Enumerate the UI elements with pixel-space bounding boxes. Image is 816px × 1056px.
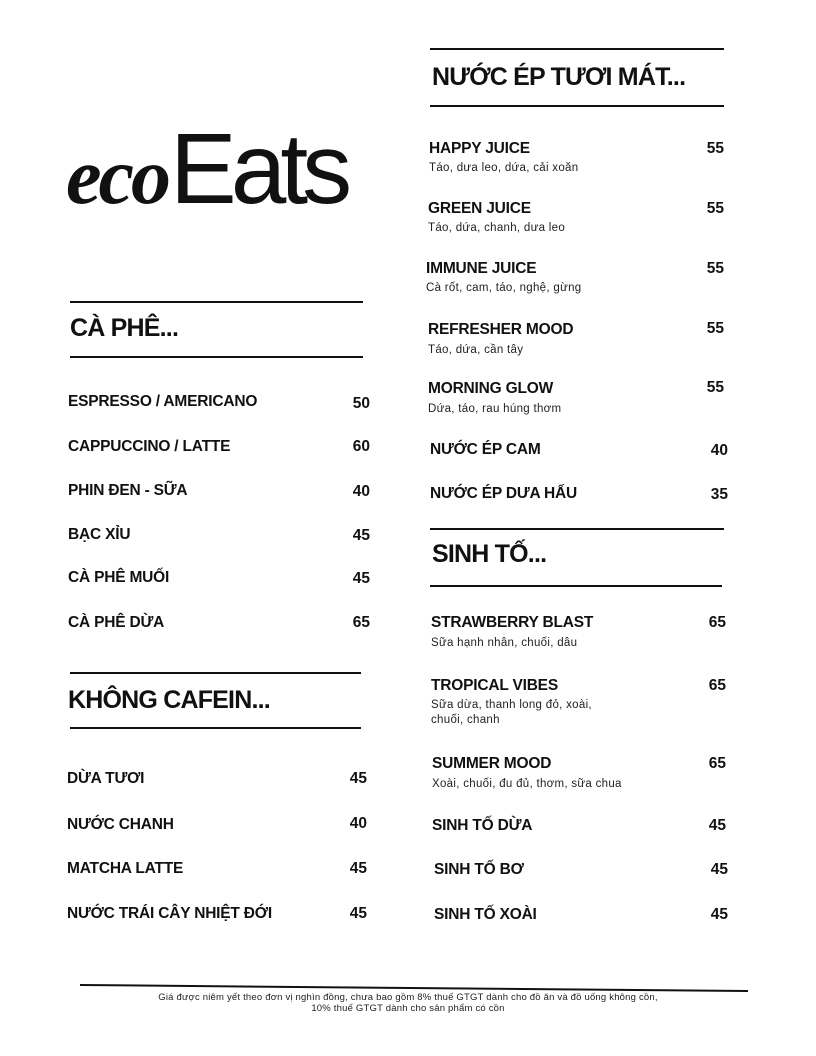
menu-item-description: Táo, dứa, chanh, dưa leo xyxy=(428,222,566,234)
menu-item-name: ESPRESSO / AMERICANO xyxy=(68,393,258,410)
menu-item-name: PHIN ĐEN - SỮA xyxy=(68,482,188,499)
menu-item-name: REFRESHER MOOD xyxy=(428,321,574,338)
menu-item-description: Táo, dưa leo, dứa, cải xoăn xyxy=(429,162,579,174)
footnote-line-1: Giá được niêm yết theo đơn vị nghìn đồng, chưa bao gồm 8% thuế GTGT dành cho đồ ăn và đồ uống không cồn, xyxy=(158,992,658,1003)
section-rule-top xyxy=(430,528,724,530)
menu-item-description: Xoài, chuối, đu đủ, thơm, sữa chua xyxy=(432,778,622,790)
section-rule-bottom xyxy=(430,105,724,107)
menu-item-name: GREEN JUICE xyxy=(428,200,531,217)
menu-item-name: SUMMER MOOD xyxy=(432,755,552,772)
section-rule-top xyxy=(70,672,361,674)
menu-item-price: 55 xyxy=(706,140,724,157)
menu-item-price: 65 xyxy=(708,755,726,772)
menu-item-description: Dứa, táo, rau húng thơm xyxy=(428,403,562,415)
menu-item-price: 55 xyxy=(706,200,724,217)
menu-item-description: Sữa hạnh nhân, chuối, dâu xyxy=(431,637,578,649)
menu-item-description: Sữa dừa, thanh long đỏ, xoài, chuối, chanh xyxy=(431,699,592,726)
menu-item-price: 45 xyxy=(710,861,728,878)
menu-item-name: MATCHA LATTE xyxy=(67,860,184,877)
menu-item-price: 45 xyxy=(349,905,367,922)
menu-item-price: 55 xyxy=(706,320,724,337)
menu-item-description: Cà rốt, cam, táo, nghệ, gừng xyxy=(426,282,582,294)
menu-item-price: 65 xyxy=(708,614,726,631)
menu-item-name: CÀ PHÊ MUỐI xyxy=(68,569,170,586)
menu-item-price: 55 xyxy=(706,260,724,277)
menu-item-price: 45 xyxy=(708,817,726,834)
menu-item-name: STRAWBERRY BLAST xyxy=(431,614,594,631)
menu-item-name: NƯỚC CHANH xyxy=(67,816,174,833)
menu-item-price: 65 xyxy=(352,614,370,631)
menu-item-price: 45 xyxy=(710,906,728,923)
menu-item-name: TROPICAL VIBES xyxy=(431,677,558,694)
menu-item-price: 40 xyxy=(710,442,728,459)
menu-item-name: SINH TỐ BƠ xyxy=(434,861,524,878)
menu-item-name: BẠC XỈU xyxy=(68,526,131,543)
footnote-line-2: 10% thuế GTGT dành cho sản phẩm có cồn xyxy=(311,1002,505,1014)
menu-item-name: DỪA TƯƠI xyxy=(67,770,145,787)
section-title-juice: NƯỚC ÉP TƯƠI MÁT... xyxy=(432,63,686,91)
logo-eats: Eats xyxy=(170,113,347,225)
brand-logo xyxy=(66,112,347,225)
menu-item-price: 35 xyxy=(710,486,728,503)
menu-item-price: 45 xyxy=(349,860,367,877)
menu-item-price: 45 xyxy=(349,770,367,787)
menu-item-price: 45 xyxy=(352,527,370,544)
menu-item-price: 65 xyxy=(708,677,726,694)
menu-item-name: NƯỚC ÉP DƯA HẤU xyxy=(430,485,578,502)
section-title-coffee: CÀ PHÊ... xyxy=(70,314,179,342)
logo-eco: eco xyxy=(66,133,169,221)
menu-item-name: NƯỚC ÉP CAM xyxy=(430,441,541,458)
menu-item-name: SINH TỐ DỪA xyxy=(432,817,533,834)
menu-item-description: Táo, dứa, cần tây xyxy=(428,344,524,356)
menu-item-name: NƯỚC TRÁI CÂY NHIỆT ĐỚI xyxy=(67,905,272,922)
menu-item-price: 55 xyxy=(706,379,724,396)
section-rule-bottom xyxy=(430,585,722,587)
menu-item-name: HAPPY JUICE xyxy=(429,140,530,157)
section-title-smoothie: SINH TỐ... xyxy=(432,540,547,568)
menu-item-price: 45 xyxy=(352,570,370,587)
section-rule-top xyxy=(430,48,724,50)
section-rule-bottom xyxy=(70,727,361,729)
menu-item-name: MORNING GLOW xyxy=(428,380,554,397)
menu-item-price: 60 xyxy=(352,438,370,455)
menu-item-name: IMMUNE JUICE xyxy=(426,260,537,277)
menu-item-name: CAPPUCCINO / LATTE xyxy=(68,438,231,455)
section-rule-bottom xyxy=(70,356,363,358)
menu-item-price: 40 xyxy=(349,815,367,832)
menu-item-price: 40 xyxy=(352,483,370,500)
price-footnote xyxy=(90,993,726,1014)
section-rule-top xyxy=(70,301,363,303)
section-title-decaf: KHÔNG CAFEIN... xyxy=(68,686,270,714)
menu-item-name: CÀ PHÊ DỪA xyxy=(68,614,165,631)
menu-item-name: SINH TỐ XOÀI xyxy=(434,906,537,923)
menu-item-price: 50 xyxy=(352,395,370,412)
